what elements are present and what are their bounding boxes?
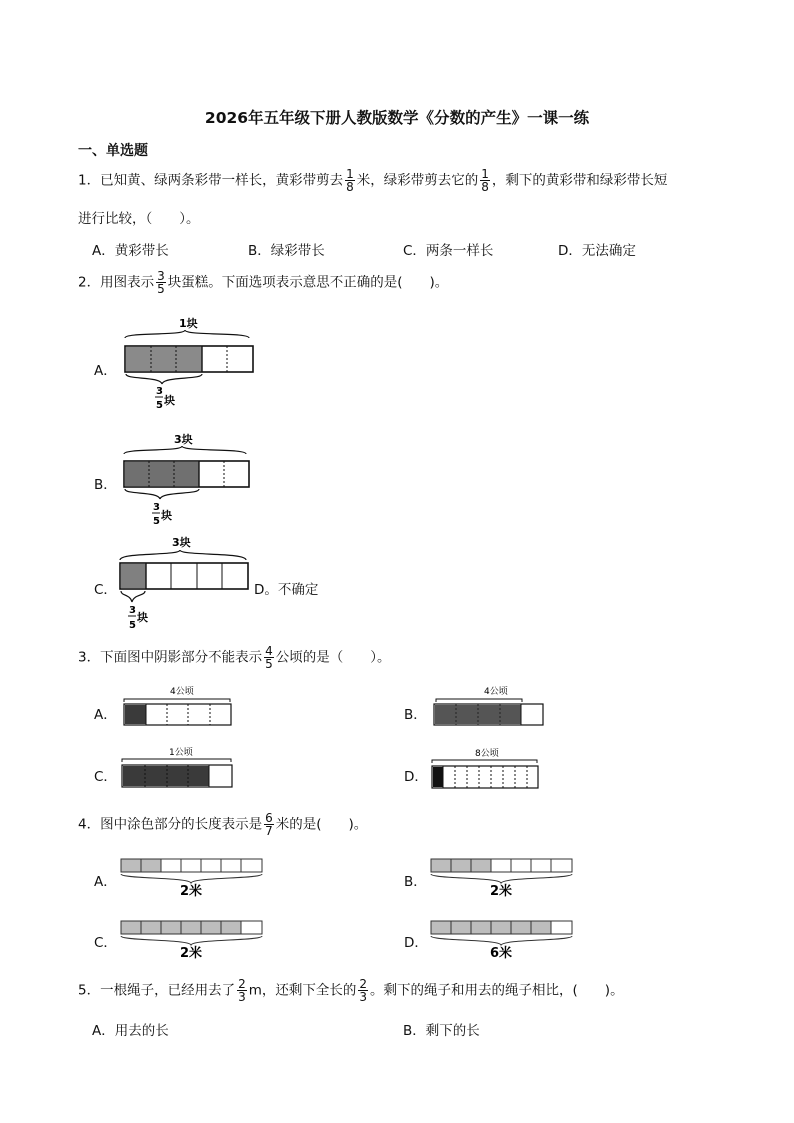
fraction [264,812,274,837]
figure-label: 4公顷 [170,687,194,697]
q2-option-c[interactable]: C． [94,582,117,598]
question-number: 4． [78,816,101,833]
fraction [237,978,247,1003]
fraction-denominator: 7 [265,824,273,838]
q4-option-b[interactable]: B． [404,874,427,890]
q3-figure-b [432,684,547,729]
figure-label: 2米 [180,884,203,899]
q1-option-d[interactable]: D．无法确定 [558,243,636,259]
q3-figure-d [429,744,544,792]
question-text: 。剩下的绳子和用去的绳子相比，( )。 [370,982,624,999]
fraction-denominator: 5 [265,657,273,671]
fraction-denominator: 8 [346,180,354,194]
fraction-denominator: 5 [153,516,160,527]
q4-figure-d [430,917,580,962]
fraction-denominator: 5 [129,620,136,631]
fraction-denominator: 5 [157,282,165,296]
figure-label: 块 [161,509,172,522]
q1-option-b[interactable]: B．绿彩带长 [248,243,325,259]
fraction [358,978,368,1003]
question-1 [78,168,667,193]
question-4 [78,812,367,837]
fraction-denominator: 3 [359,990,368,1004]
page-title: 2026年五年级下册人教版数学《分数的产生》一课一练 [204,109,590,127]
question-text: 米的是( )。 [275,816,368,833]
fraction-numerator: 6 [265,811,273,825]
q1-option-a[interactable]: A．黄彩带长 [92,243,169,259]
figure-label: 2米 [180,946,203,961]
q3-figure-a [122,684,237,729]
question-number: 1． [78,172,101,189]
question-text: 一根绳子，已经用去了 [100,982,236,999]
q4-figure-b [430,855,580,900]
fraction-numerator: 1 [481,167,489,181]
fraction [264,645,274,670]
fraction-numerator: 2 [359,977,368,991]
question-text: 图中涂色部分的长度表示是 [100,816,263,833]
fraction-numerator: 3 [129,605,136,616]
question-2 [78,270,448,295]
figure-label: 6米 [490,946,513,961]
figure-label: 8公顷 [475,749,499,759]
fraction [156,270,166,295]
question-number: 5． [78,982,101,999]
question-1-line-2: 进行比较，（ ）。 [78,211,200,227]
fraction-numerator: 3 [156,386,163,397]
question-3 [78,645,390,670]
fraction-denominator: 3 [238,990,246,1004]
section-heading: 一、单选题 [78,143,148,159]
question-text: 已知黄、绿两条彩带一样长，黄彩带剪去 [100,172,344,189]
fraction-numerator: 2 [238,977,246,991]
fraction-numerator: 1 [346,167,354,181]
q5-option-b[interactable]: B．剩下的长 [403,1023,480,1039]
fraction-numerator: 3 [153,502,160,513]
question-5 [78,978,624,1003]
q4-option-a[interactable]: A． [94,874,117,890]
q4-option-d[interactable]: D． [404,935,428,951]
question-text: 下面图中阴影部分不能表示 [100,649,263,666]
q3-option-d[interactable]: D． [404,769,428,785]
question-text: 用图表示 [100,274,155,291]
fraction-denominator: 5 [156,400,163,411]
q2-figure-b [120,428,260,538]
figure-label: 3块 [172,536,191,549]
question-number: 3． [78,649,101,666]
q5-option-a[interactable]: A．用去的长 [92,1023,169,1039]
fraction [480,168,490,193]
q3-option-a[interactable]: A． [94,707,117,723]
fraction-numerator: 4 [265,644,273,658]
q2-option-a[interactable]: A． [94,363,117,379]
question-text: 块蛋糕。下面选项表示意思不正确的是( )。 [167,274,449,291]
figure-label: 块 [164,394,175,407]
fraction-numerator: 3 [157,269,165,283]
q3-option-c[interactable]: C． [94,769,117,785]
q3-option-b[interactable]: B． [404,707,427,723]
figure-label: 3块 [174,433,193,446]
question-number: 2． [78,274,101,291]
q2-figure-a [120,312,260,422]
question-text: 公顷的是（ ）。 [275,649,391,666]
q4-figure-c [120,917,270,962]
q3-figure-c [119,744,239,789]
figure-label: 4公顷 [484,687,508,697]
fraction-denominator: 8 [481,180,489,194]
q2-option-b[interactable]: B． [94,477,117,493]
figure-label: 块 [137,611,148,624]
question-text: ，剩下的黄彩带和绿彩带长短 [491,172,668,189]
q4-option-c[interactable]: C． [94,935,117,951]
fraction [345,168,355,193]
question-text: m，还剩下全长的 [248,982,357,999]
q2-figure-c [116,532,256,642]
figure-label: 2米 [490,884,513,899]
q2-option-d[interactable]: D。不确定 [254,582,319,598]
q4-figure-a [120,855,270,900]
figure-label: 1公顷 [169,748,193,758]
figure-label: 1块 [179,317,198,330]
question-text: 米，绿彩带剪去它的 [356,172,479,189]
q1-option-c[interactable]: C．两条一样长 [403,243,494,259]
